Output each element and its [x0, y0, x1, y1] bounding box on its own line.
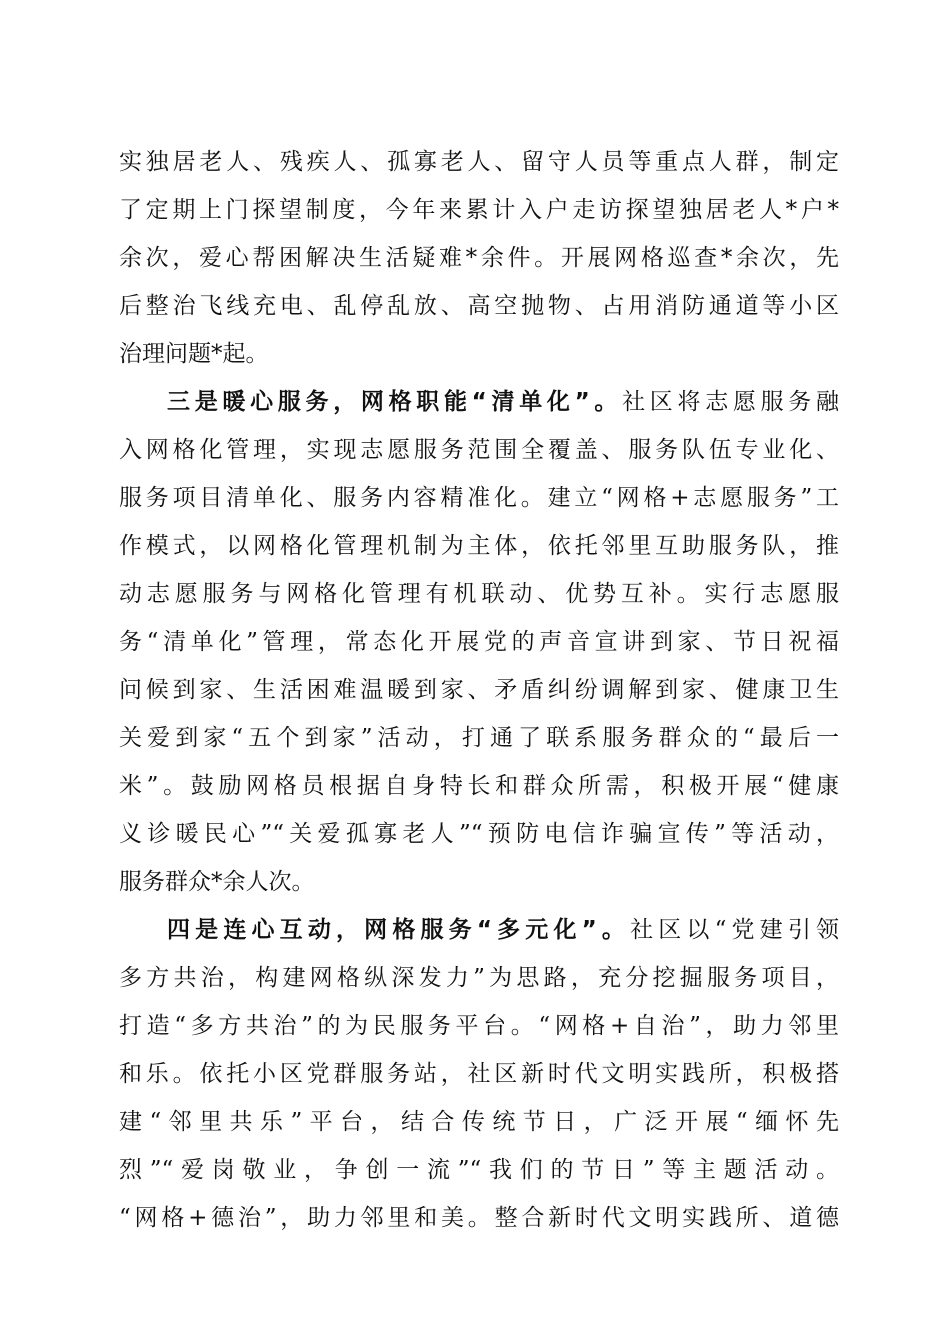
text-line: 作模式，以网格化管理机制为主体，依托邻里互助服务队，推	[119, 533, 839, 559]
section-3-heading: 三是暖心服务，网格职能“清单化”。	[167, 389, 623, 415]
text-line: 务“清单化”管理，常态化开展党的声音宣讲到家、节日祝福	[119, 629, 839, 655]
text-line: 多方共治，构建网格纵深发力”为思路，充分挖掘服务项目，	[119, 965, 839, 991]
text-line: 和乐。依托小区党群服务站，社区新时代文明实践所，积极搭	[119, 1061, 839, 1087]
text-line: 动志愿服务与网格化管理有机联动、优势互补。实行志愿服	[119, 581, 839, 607]
text-line: 建“邻里共乐”平台，结合传统节日，广泛开展“缅怀先	[119, 1109, 839, 1135]
section-3-first-line	[167, 382, 839, 422]
text-line: 余次，爱心帮困解决生活疑难*余件。开展网格巡查*余次，先	[119, 245, 839, 271]
text-line: 了定期上门探望制度，今年来累计入户走访探望独居老人*户*	[119, 197, 839, 223]
text-line: 问候到家、生活困难温暖到家、矛盾纠纷调解到家、健康卫生	[119, 677, 839, 703]
text-line: 义诊暖民心”“关爱孤寡老人”“预防电信诈骗宣传”等活动，	[119, 821, 839, 847]
text-line: 打造“多方共治”的为民服务平台。“网格+自治”，助力邻里	[119, 1013, 839, 1039]
text-line: 米”。鼓励网格员根据自身特长和群众所需，积极开展“健康	[119, 773, 839, 799]
text-line: 服务群众*余人次。	[119, 869, 315, 895]
text-line: 后整治飞线充电、乱停乱放、高空抛物、占用消防通道等小区	[119, 293, 839, 319]
text-line: 服务项目清单化、服务内容精准化。建立“网格+志愿服务”工	[119, 485, 839, 511]
text-line: 烈”“爱岗敬业，争创一流”“我们的节日”等主题活动。	[119, 1157, 839, 1183]
section-3-first-line-rest: 社区将志愿服务融	[622, 389, 839, 415]
section-4-first-line	[167, 910, 839, 950]
text-line: 治理问题*起。	[119, 341, 269, 367]
text-line: 实独居老人、残疾人、孤寡老人、留守人员等重点人群，制定	[119, 149, 839, 175]
text-line: 入网格化管理，实现志愿服务范围全覆盖、服务队伍专业化、	[119, 437, 839, 463]
section-4-first-line-rest: 社区以“党建引领	[630, 917, 840, 943]
text-line: “网格+德治”，助力邻里和美。整合新时代文明实践所、道德	[119, 1205, 839, 1231]
section-4-heading: 四是连心互动，网格服务“多元化”。	[167, 917, 631, 943]
text-line: 关爱到家“五个到家”活动，打通了联系服务群众的“最后一	[119, 725, 839, 751]
